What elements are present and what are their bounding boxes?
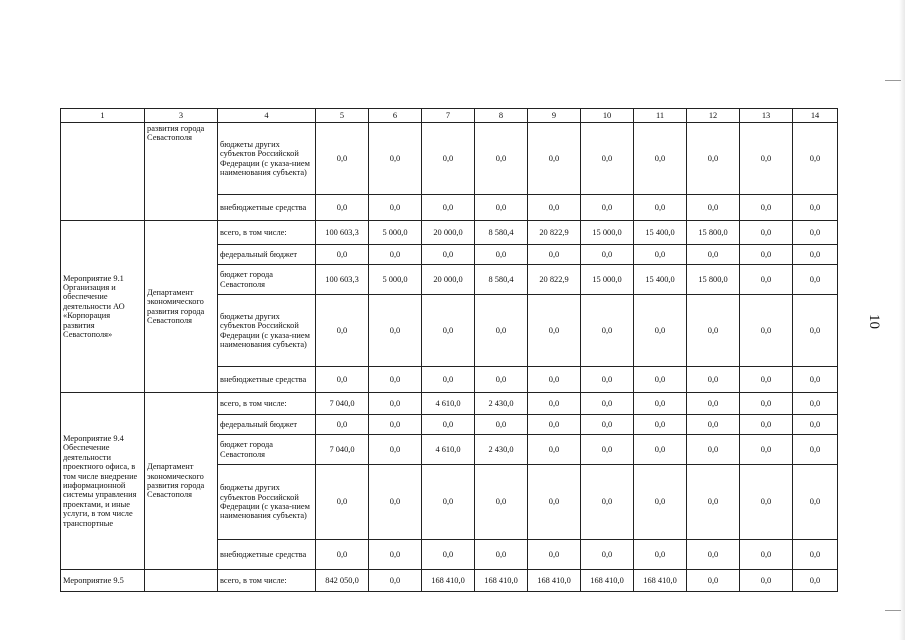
value-cell: 20 000,0 — [422, 265, 475, 295]
value-cell: 0,0 — [316, 540, 369, 570]
value-cell: 0,0 — [793, 435, 838, 465]
value-cell: 168 410,0 — [581, 570, 634, 592]
value-cell: 0,0 — [634, 465, 687, 540]
source-extra: внебюджетные средства — [218, 367, 316, 393]
value-cell: 2 430,0 — [475, 435, 528, 465]
value-cell: 0,0 — [793, 245, 838, 265]
value-cell: 0,0 — [528, 465, 581, 540]
value-cell: 0,0 — [740, 540, 793, 570]
event-9-5-name: Мероприятие 9.5 — [61, 570, 145, 592]
value-cell: 0,0 — [740, 435, 793, 465]
event-cell-empty — [61, 123, 145, 221]
source-other: бюджеты других субъектов Российской Федерации (с указа-нием наименования субъекта) — [218, 123, 316, 195]
value-cell: 0,0 — [316, 245, 369, 265]
column-header: 12 — [687, 109, 740, 123]
source-federal: федеральный бюджет — [218, 245, 316, 265]
value-cell: 0,0 — [634, 295, 687, 367]
value-cell: 0,0 — [740, 393, 793, 415]
value-cell: 0,0 — [316, 123, 369, 195]
value-cell: 20 822,9 — [528, 265, 581, 295]
value-cell: 0,0 — [687, 195, 740, 221]
value-cell: 0,0 — [581, 195, 634, 221]
value-cell: 0,0 — [793, 123, 838, 195]
value-cell: 0,0 — [316, 295, 369, 367]
value-cell: 0,0 — [369, 245, 422, 265]
value-cell: 0,0 — [422, 295, 475, 367]
value-cell: 0,0 — [528, 195, 581, 221]
value-cell: 0,0 — [634, 195, 687, 221]
value-cell: 0,0 — [687, 465, 740, 540]
source-extra: внебюджетные средства — [218, 195, 316, 221]
value-cell: 0,0 — [422, 123, 475, 195]
department-cell: Департамент экономического развития города Севастополя — [145, 221, 218, 393]
value-cell: 0,0 — [316, 415, 369, 435]
value-cell: 0,0 — [793, 367, 838, 393]
column-header: 11 — [634, 109, 687, 123]
value-cell: 0,0 — [369, 435, 422, 465]
value-cell: 0,0 — [422, 245, 475, 265]
value-cell: 0,0 — [634, 367, 687, 393]
value-cell: 0,0 — [581, 393, 634, 415]
value-cell: 0,0 — [634, 393, 687, 415]
column-header: 1 — [61, 109, 145, 123]
table-row — [61, 221, 838, 245]
value-cell: 168 410,0 — [475, 570, 528, 592]
value-cell: 0,0 — [581, 245, 634, 265]
value-cell: 8 580,4 — [475, 221, 528, 245]
value-cell: 0,0 — [687, 570, 740, 592]
value-cell: 0,0 — [740, 123, 793, 195]
event-9-1-name: Мероприятие 9.1 Организация и обеспечение деятельности АО «Корпорация развития Севастополя» — [61, 221, 145, 393]
value-cell: 4 610,0 — [422, 393, 475, 415]
value-cell: 0,0 — [740, 415, 793, 435]
source-federal: федеральный бюджет — [218, 415, 316, 435]
value-cell: 0,0 — [422, 367, 475, 393]
value-cell: 0,0 — [793, 195, 838, 221]
value-cell: 0,0 — [793, 570, 838, 592]
value-cell: 0,0 — [369, 195, 422, 221]
value-cell: 0,0 — [369, 123, 422, 195]
table-row — [61, 570, 838, 592]
value-cell: 15 400,0 — [634, 221, 687, 245]
column-header: 13 — [740, 109, 793, 123]
source-city: бюджет города Севастополя — [218, 435, 316, 465]
value-cell: 15 800,0 — [687, 221, 740, 245]
budget-table — [60, 108, 838, 592]
scan-mark-top — [885, 80, 901, 81]
value-cell: 168 410,0 — [422, 570, 475, 592]
value-cell: 0,0 — [369, 465, 422, 540]
column-header: 4 — [218, 109, 316, 123]
value-cell: 7 040,0 — [316, 393, 369, 415]
value-cell: 0,0 — [581, 540, 634, 570]
department-cell: Департамент экономического развития города Севастополя — [145, 393, 218, 570]
value-cell: 0,0 — [687, 367, 740, 393]
value-cell: 7 040,0 — [316, 435, 369, 465]
value-cell: 20 822,9 — [528, 221, 581, 245]
value-cell: 0,0 — [634, 245, 687, 265]
value-cell: 100 603,3 — [316, 265, 369, 295]
value-cell: 0,0 — [316, 465, 369, 540]
value-cell: 0,0 — [475, 195, 528, 221]
value-cell: 0,0 — [475, 245, 528, 265]
value-cell: 0,0 — [687, 435, 740, 465]
value-cell: 100 603,3 — [316, 221, 369, 245]
value-cell: 168 410,0 — [634, 570, 687, 592]
value-cell: 0,0 — [687, 415, 740, 435]
value-cell: 0,0 — [369, 540, 422, 570]
scan-mark-bottom — [885, 610, 901, 611]
value-cell: 0,0 — [687, 245, 740, 265]
value-cell: 0,0 — [740, 245, 793, 265]
value-cell: 0,0 — [475, 465, 528, 540]
value-cell: 0,0 — [475, 415, 528, 435]
value-cell: 0,0 — [422, 465, 475, 540]
value-cell: 0,0 — [475, 367, 528, 393]
value-cell: 0,0 — [740, 465, 793, 540]
value-cell: 0,0 — [581, 123, 634, 195]
value-cell: 0,0 — [369, 367, 422, 393]
value-cell: 0,0 — [422, 415, 475, 435]
column-header: 9 — [528, 109, 581, 123]
event-9-4-name: Мероприятие 9.4 Обеспечение деятельности проектного офиса, в том числе внедрение информационной системы управления проектами, и иные услуги, в том числе транспортные — [61, 393, 145, 570]
value-cell: 0,0 — [740, 570, 793, 592]
value-cell: 5 000,0 — [369, 221, 422, 245]
value-cell: 0,0 — [528, 367, 581, 393]
value-cell: 0,0 — [528, 245, 581, 265]
value-cell: 15 000,0 — [581, 265, 634, 295]
column-header: 5 — [316, 109, 369, 123]
value-cell: 0,0 — [634, 540, 687, 570]
value-cell: 0,0 — [316, 367, 369, 393]
column-header: 10 — [581, 109, 634, 123]
value-cell: 0,0 — [740, 195, 793, 221]
value-cell: 0,0 — [528, 295, 581, 367]
value-cell: 5 000,0 — [369, 265, 422, 295]
value-cell: 0,0 — [475, 295, 528, 367]
value-cell: 842 050,0 — [316, 570, 369, 592]
value-cell: 0,0 — [793, 221, 838, 245]
value-cell: 0,0 — [528, 435, 581, 465]
column-header: 8 — [475, 109, 528, 123]
page-number: 10 — [866, 314, 882, 329]
column-header: 3 — [145, 109, 218, 123]
value-cell: 168 410,0 — [528, 570, 581, 592]
value-cell: 0,0 — [687, 393, 740, 415]
value-cell: 0,0 — [793, 265, 838, 295]
value-cell: 0,0 — [528, 415, 581, 435]
value-cell: 0,0 — [634, 435, 687, 465]
value-cell: 15 000,0 — [581, 221, 634, 245]
value-cell: 0,0 — [740, 367, 793, 393]
value-cell: 0,0 — [793, 415, 838, 435]
value-cell: 15 400,0 — [634, 265, 687, 295]
value-cell: 2 430,0 — [475, 393, 528, 415]
source-other: бюджеты других субъектов Российской Федерации (с указа-нием наименования субъекта) — [218, 465, 316, 540]
source-total: всего, в том числе: — [218, 221, 316, 245]
value-cell: 0,0 — [634, 415, 687, 435]
value-cell: 0,0 — [528, 540, 581, 570]
source-city: бюджет города Севастополя — [218, 265, 316, 295]
value-cell: 0,0 — [740, 295, 793, 367]
value-cell: 20 000,0 — [422, 221, 475, 245]
value-cell: 0,0 — [581, 465, 634, 540]
value-cell: 0,0 — [687, 123, 740, 195]
value-cell: 0,0 — [422, 540, 475, 570]
table-row — [61, 393, 838, 415]
value-cell: 0,0 — [740, 221, 793, 245]
value-cell: 0,0 — [793, 465, 838, 540]
value-cell: 0,0 — [793, 295, 838, 367]
value-cell: 0,0 — [528, 393, 581, 415]
value-cell: 0,0 — [369, 415, 422, 435]
source-total: всего, в том числе: — [218, 570, 316, 592]
value-cell: 0,0 — [581, 435, 634, 465]
value-cell: 0,0 — [369, 570, 422, 592]
source-extra: внебюджетные средства — [218, 540, 316, 570]
value-cell: 0,0 — [740, 265, 793, 295]
source-total: всего, в том числе: — [218, 393, 316, 415]
department-cell-empty — [145, 570, 218, 592]
value-cell: 0,0 — [687, 295, 740, 367]
value-cell: 0,0 — [369, 393, 422, 415]
value-cell: 0,0 — [581, 415, 634, 435]
header-row — [61, 109, 838, 123]
value-cell: 0,0 — [581, 295, 634, 367]
value-cell: 0,0 — [687, 540, 740, 570]
source-other: бюджеты других субъектов Российской Федерации (с указа-нием наименования субъекта) — [218, 295, 316, 367]
value-cell: 0,0 — [793, 393, 838, 415]
value-cell: 8 580,4 — [475, 265, 528, 295]
value-cell: 0,0 — [634, 123, 687, 195]
value-cell: 0,0 — [475, 123, 528, 195]
value-cell: 0,0 — [793, 540, 838, 570]
column-header: 7 — [422, 109, 475, 123]
scan-edge — [899, 0, 905, 640]
table-row — [61, 123, 838, 195]
value-cell: 0,0 — [528, 123, 581, 195]
value-cell: 0,0 — [369, 295, 422, 367]
value-cell: 15 800,0 — [687, 265, 740, 295]
value-cell: 4 610,0 — [422, 435, 475, 465]
column-header: 6 — [369, 109, 422, 123]
value-cell: 0,0 — [475, 540, 528, 570]
value-cell: 0,0 — [581, 367, 634, 393]
value-cell: 0,0 — [422, 195, 475, 221]
value-cell: 0,0 — [316, 195, 369, 221]
column-header: 14 — [793, 109, 838, 123]
department-cell: развития города Севастополя — [145, 123, 218, 221]
